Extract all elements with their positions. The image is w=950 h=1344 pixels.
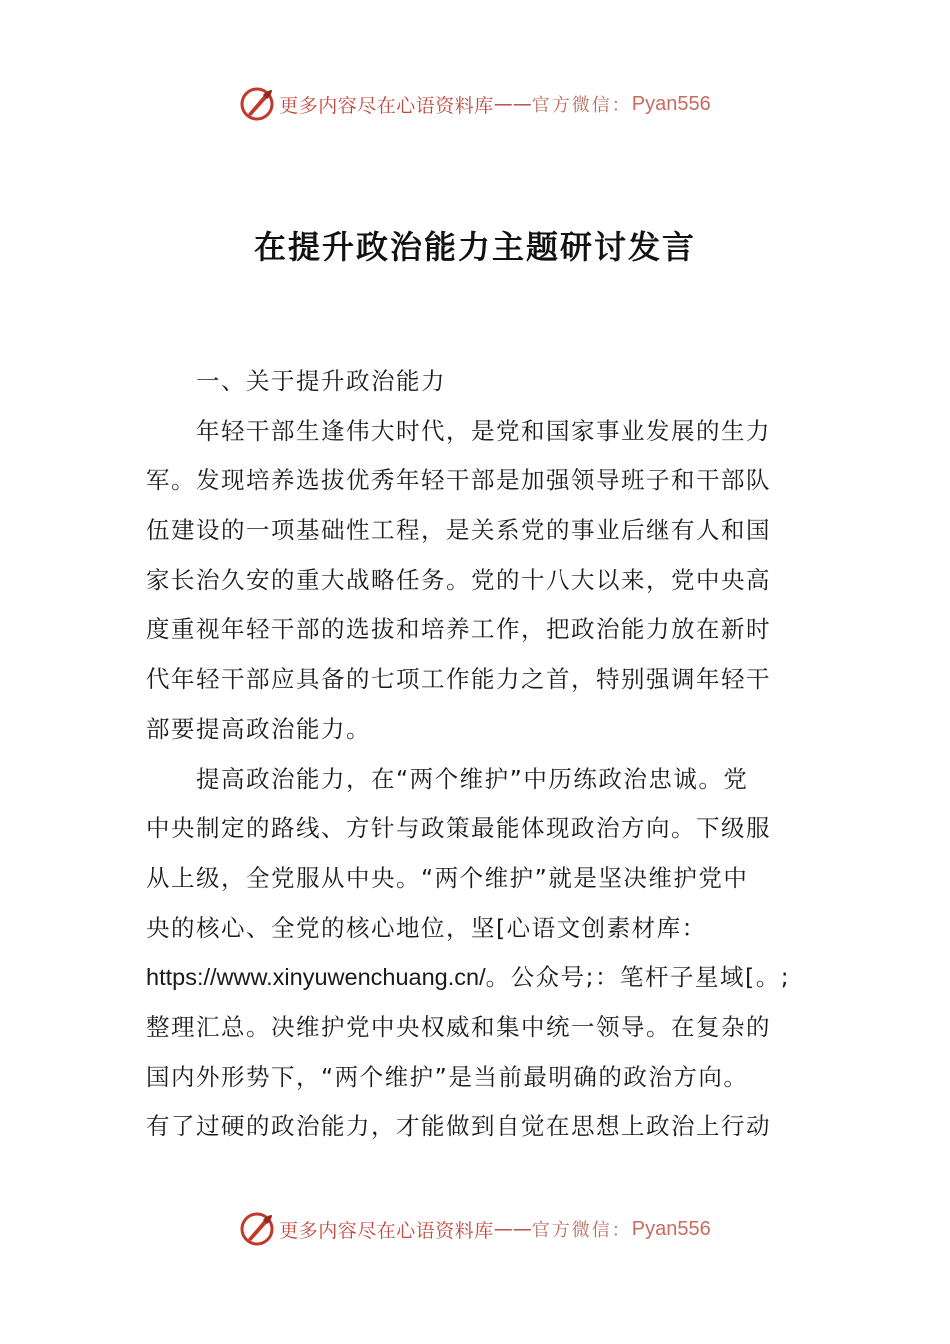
url-suffix: 。公众号;：笔杆子星域[。; [485,963,791,992]
paragraph-line-url [146,953,796,1003]
paragraph-line: 中央制定的路线、方针与政策最能体现政治方向。下级服 [146,814,771,843]
banner-wechat-label: 官方微信： [531,95,632,116]
header-banner [0,82,950,126]
document-body [146,357,796,1152]
paragraph-line: 部要提高政治能力。 [146,714,371,743]
paragraph-line: 家长治久安的重大战略任务。党的十八大以来，党中央高 [146,565,771,594]
paragraph-line: 军。发现培养选拔优秀年轻干部是加强领导班子和干部队 [146,466,771,495]
source-url: https://www.xinyuwenchuang.cn/ [146,964,486,991]
paragraph-line: 度重视年轻干部的选拔和培养工作，把政治能力放在新时 [146,615,771,644]
banner-account: Pyan556 [631,92,711,115]
paragraph-line: 央的核心、全党的核心地位，坚[心语文创素材库： [146,913,707,942]
section-heading: 一、关于提升政治能力 [196,367,446,395]
quill-logo-icon [239,86,275,122]
paragraph-line: 年轻干部生逢伟大时代，是党和国家事业发展的生力 [196,416,771,445]
banner-account: Pyan556 [631,1217,711,1240]
document-title: 在提升政治能力主题研讨发言 [253,228,696,266]
banner-separator: —— [493,1218,532,1240]
paragraph-line: 整理汇总。决维护党中央权威和集中统一领导。在复杂的 [146,1012,771,1041]
footer-banner [0,1207,950,1251]
paragraph-line: 代年轻干部应具备的七项工作能力之首，特别强调年轻干 [146,665,771,694]
banner-text: 更多内容尽在心语资料库 [279,1219,494,1242]
paragraph-line: 伍建设的一项基础性工程，是关系党的事业后继有人和国 [146,516,771,545]
quill-logo-icon [239,1211,275,1247]
paragraph-line: 有了过硬的政治能力，才能做到自觉在思想上政治上行动 [146,1112,771,1141]
banner-separator: —— [493,93,532,115]
banner-text: 更多内容尽在心语资料库 [279,94,494,117]
paragraph-line: 提高政治能力，在“两个维护”中历练政治忠诚。党 [196,764,749,793]
paragraph-line: 国内外形势下，“两个维护”是当前最明确的政治方向。 [146,1062,749,1091]
banner-wechat-label: 官方微信： [531,1220,632,1241]
paragraph-line: 从上级，全党服从中央。“两个维护”就是坚决维护党中 [146,863,749,892]
